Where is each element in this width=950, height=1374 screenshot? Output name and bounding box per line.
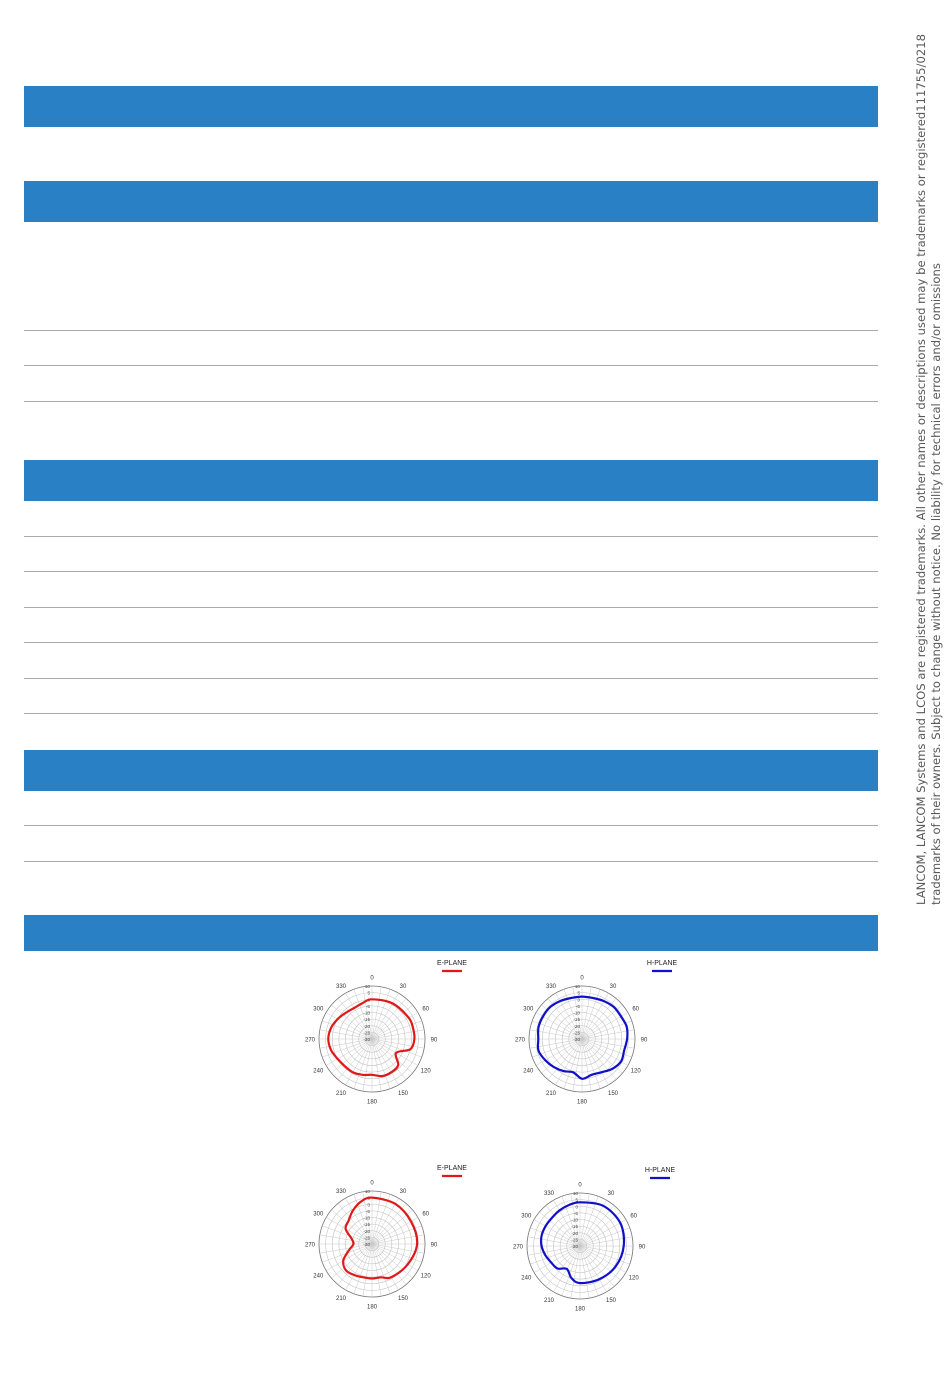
angle-tick-label: 120 <box>420 1068 431 1075</box>
angle-tick-label: 0 <box>370 975 374 982</box>
angle-tick-label: 30 <box>399 1188 407 1195</box>
angle-tick-label: 270 <box>304 1242 316 1249</box>
angle-tick-label: 120 <box>630 1068 641 1075</box>
radial-tick-label: 0 <box>367 1202 370 1208</box>
angle-tick-label: 240 <box>521 1275 532 1282</box>
angle-tick-label: 30 <box>399 983 407 990</box>
radial-tick-label: -20 <box>573 1023 580 1029</box>
radial-tick-label: 10 <box>364 1189 370 1194</box>
angle-tick-label: 270 <box>512 1244 524 1251</box>
radial-tick-label: -10 <box>363 1215 370 1221</box>
angle-tick-label: 60 <box>422 1006 430 1013</box>
radial-tick-label: 5 <box>577 990 580 996</box>
angle-tick-label: 150 <box>607 1091 619 1098</box>
document-id: 111755/0218 <box>914 34 928 112</box>
angle-tick-label: 180 <box>366 1099 378 1106</box>
angle-tick-label: 330 <box>545 983 557 990</box>
radial-tick-label: -25 <box>571 1237 578 1243</box>
angle-tick-label: 90 <box>638 1244 646 1251</box>
section-header-band-4 <box>24 750 878 791</box>
angle-tick-label: 180 <box>576 1099 588 1106</box>
radial-tick-label: 5 <box>367 1195 370 1201</box>
radial-tick-label: -25 <box>363 1235 370 1241</box>
radial-tick-label: -20 <box>571 1230 578 1236</box>
radial-tick-label: -20 <box>363 1023 370 1029</box>
angle-tick-label: 0 <box>370 1180 374 1187</box>
angle-tick-label: 240 <box>313 1068 324 1075</box>
row-divider <box>24 825 878 826</box>
angle-tick-label: 240 <box>523 1068 534 1075</box>
angle-tick-label: 180 <box>574 1306 586 1313</box>
radial-tick-label: 10 <box>574 984 580 989</box>
row-divider <box>24 365 878 366</box>
angle-tick-label: 330 <box>543 1190 555 1197</box>
row-divider <box>24 713 878 714</box>
angle-tick-label: 270 <box>514 1037 526 1044</box>
angle-tick-label: 150 <box>605 1298 617 1305</box>
radial-tick-label: 5 <box>575 1197 578 1203</box>
angle-tick-label: 300 <box>313 1211 324 1218</box>
radial-tick-label: -15 <box>571 1224 578 1230</box>
angle-tick-label: 150 <box>397 1296 409 1303</box>
angle-tick-label: 120 <box>628 1275 639 1282</box>
angle-tick-label: 60 <box>630 1213 638 1220</box>
radial-tick-label: -5 <box>365 1003 370 1009</box>
section-header-band-5 <box>24 915 878 951</box>
angle-tick-label: 210 <box>335 1296 347 1303</box>
radial-tick-label: -15 <box>573 1017 580 1023</box>
angle-tick-label: 150 <box>397 1091 409 1098</box>
radial-tick-label: -10 <box>363 1010 370 1016</box>
radial-tick-label: 10 <box>572 1191 578 1196</box>
polar-plot-h-plane-2 <box>486 1162 686 1362</box>
legal-note <box>914 34 944 905</box>
radial-tick-label: -30 <box>363 1037 370 1042</box>
radial-tick-label: -10 <box>571 1217 578 1223</box>
radial-tick-label: -25 <box>573 1030 580 1036</box>
angle-tick-label: 330 <box>335 1188 347 1195</box>
radial-tick-label: -25 <box>363 1030 370 1036</box>
angle-tick-label: 60 <box>422 1211 430 1218</box>
radial-tick-label: -5 <box>365 1208 370 1214</box>
angle-tick-label: 180 <box>366 1304 378 1311</box>
radial-tick-label: -30 <box>363 1242 370 1247</box>
row-divider <box>24 678 878 679</box>
angle-tick-label: 120 <box>420 1273 431 1280</box>
angle-tick-label: 300 <box>523 1006 534 1013</box>
section-header-band-1 <box>24 86 878 127</box>
row-divider <box>24 642 878 643</box>
polar-plot-h-plane-1 <box>488 955 688 1155</box>
radial-tick-label: 5 <box>367 990 370 996</box>
angle-tick-label: 210 <box>335 1091 347 1098</box>
row-divider <box>24 401 878 402</box>
angle-tick-label: 0 <box>580 975 584 982</box>
radial-tick-label: -30 <box>573 1037 580 1042</box>
legend-label: E-PLANE <box>437 960 467 967</box>
angle-tick-label: 300 <box>521 1213 532 1220</box>
legal-note-line-2: trademarks of their owners. Subject to change without notice. No liability for technical errors and/or omissions <box>929 263 943 905</box>
radial-tick-label: -5 <box>575 1003 580 1009</box>
angle-tick-label: 300 <box>313 1006 324 1013</box>
radial-tick-label: 0 <box>367 997 370 1003</box>
radial-tick-label: -5 <box>573 1210 578 1216</box>
legend-label: H-PLANE <box>644 1167 676 1174</box>
polar-plot-svg <box>278 955 478 1155</box>
radial-tick-label: -15 <box>363 1017 370 1023</box>
row-divider <box>24 861 878 862</box>
angle-tick-label: 210 <box>545 1091 557 1098</box>
section-header-band-3 <box>24 460 878 501</box>
row-divider <box>24 536 878 537</box>
legal-note-line-1: LANCOM, LANCOM Systems and LCOS are registered trademarks. All other names or descriptions used may be trademarks or registered <box>914 111 928 905</box>
angle-tick-label: 90 <box>430 1242 438 1249</box>
row-divider <box>24 571 878 572</box>
angle-tick-label: 240 <box>313 1273 324 1280</box>
angle-tick-label: 90 <box>640 1037 648 1044</box>
radial-tick-label: -15 <box>363 1222 370 1228</box>
angle-tick-label: 60 <box>632 1006 640 1013</box>
radial-tick-label: 0 <box>577 997 580 1003</box>
radial-tick-label: 0 <box>575 1204 578 1210</box>
legend-label: E-PLANE <box>437 1165 467 1172</box>
polar-plot-svg <box>486 1162 686 1362</box>
angle-tick-label: 330 <box>335 983 347 990</box>
radial-tick-label: -30 <box>571 1244 578 1249</box>
angle-tick-label: 270 <box>304 1037 316 1044</box>
radial-tick-label: 10 <box>364 984 370 989</box>
angle-tick-label: 30 <box>607 1190 615 1197</box>
radial-tick-label: -20 <box>363 1228 370 1234</box>
angle-tick-label: 30 <box>609 983 617 990</box>
angle-tick-label: 90 <box>430 1037 438 1044</box>
polar-plot-svg <box>488 955 688 1155</box>
radial-tick-label: -10 <box>573 1010 580 1016</box>
angle-tick-label: 0 <box>578 1182 582 1189</box>
polar-plot-svg <box>278 1160 478 1360</box>
section-header-band-2 <box>24 181 878 222</box>
row-divider <box>24 330 878 331</box>
polar-plot-e-plane-2 <box>278 1160 478 1360</box>
row-divider <box>24 607 878 608</box>
legend-label: H-PLANE <box>646 960 678 967</box>
polar-plot-e-plane-1 <box>278 955 478 1155</box>
angle-tick-label: 210 <box>543 1298 555 1305</box>
